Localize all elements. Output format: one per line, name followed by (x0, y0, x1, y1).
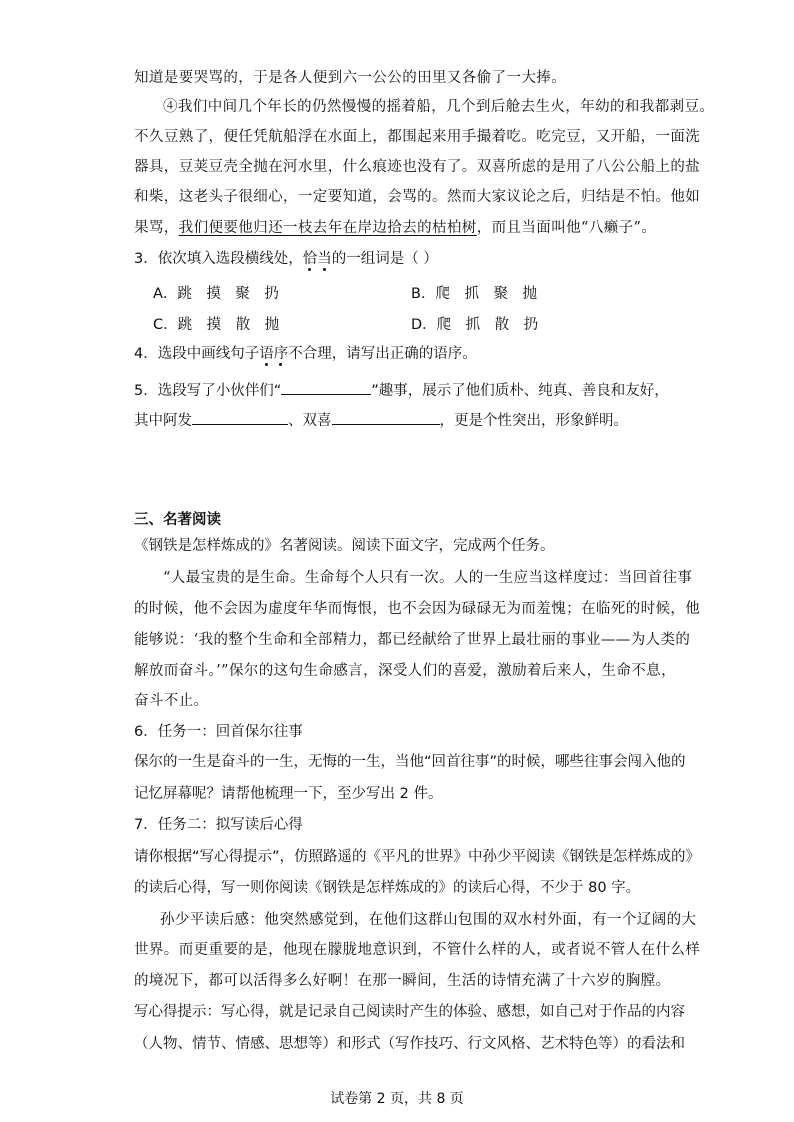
emphasis-char: 当 (317, 251, 332, 267)
question-6-text: 保尔的一生是奋斗的一生，无悔的一生，当他“回首往事”的时候，哪些往事会闯入他的 (134, 754, 686, 770)
excerpt-line: 世界。而更重要的是，他现在朦胧地意识到，不管什么样的人，或者说不管人在什么样 (134, 942, 701, 958)
option-a[interactable]: A．跳 摸 聚 扔 (153, 286, 279, 302)
passage-line: 知道是要哭骂的，于是各人便到六一公公的田里又各偷了一大捧。 (134, 70, 567, 86)
question-6-text: 记忆屏幕呢？请帮他梳理一下，至少写出 2 件。 (134, 786, 443, 802)
emphasis-char: 序 (273, 346, 289, 362)
passage-line: 器具，豆荚豆壳全抛在河水里，什么痕迹也没有了。双喜所虑的是用了八公公船上的盐 (134, 159, 701, 175)
option-d[interactable]: D．爬 抓 散 扔 (411, 317, 539, 333)
excerpt-line: 的境况下，都可以活得多么好啊！在那一瞬间，生活的诗情充满了十六岁的胸膛。 (134, 973, 671, 989)
answer-blank[interactable] (192, 410, 288, 425)
text: 5．选段写了小伙伴们“ (134, 383, 282, 399)
section-intro: 《钢铁是怎样炼成的》名著阅读。阅读下面文字，完成两个任务。 (134, 538, 555, 554)
text: 果骂， (134, 220, 179, 236)
question-6-title: 6．任务一：回首保尔往事 (134, 724, 303, 740)
quote-line: “人最宝贵的是生命。生命每个人只有一次。人的一生应当这样度过：当回首往事 (163, 570, 693, 586)
underlined-sentence: 我们便要他归还一枝去年在岸边拾去的枯柏树 (178, 220, 477, 236)
text: 、双喜 (288, 413, 332, 429)
text: 不合理，请写出正确的语序。 (288, 346, 477, 362)
passage-line: 不久豆熟了，便任凭航船浮在水面上，都围起来用手撮着吃。吃完豆，又开船，一面洗 (134, 129, 701, 145)
question-7-title: 7．任务二：拟写读后心得 (134, 817, 303, 833)
passage-line: 和柴，这老头子很细心，一定要知道，会骂的。然而大家议论之后，归结是不怕。他如 (134, 189, 701, 205)
passage-paragraph-4: ④我们中间几个年长的仍然慢慢的摇着船，几个到后舱去生火，年幼的和我都剥豆。 (163, 99, 715, 115)
text: 4．选段中画线句子 (134, 346, 260, 362)
emphasis-char: 语 (259, 346, 274, 362)
text: 的一组词是（ ） (331, 251, 438, 267)
excerpt-line: 孙少平读后感：他突然感觉到，在他们这群山包围的双水村外面，有一个辽阔的大 (160, 912, 697, 928)
text: ”趣事，展示了他们质朴、纯真、善良和友好， (371, 383, 669, 399)
quote-line: 奋斗不止。 (134, 693, 209, 709)
emphasis-char: 恰 (302, 251, 318, 267)
text: 其中阿发 (134, 413, 192, 429)
section-heading: 三、名著阅读 (134, 512, 221, 528)
tip-line: 写心得提示：写心得，就是记录自己阅读时产生的体验、感想，如自己对于作品的内容 (134, 1004, 685, 1020)
quote-line: 解放而奋斗。’”保尔的这句生命感言，深受人们的喜爱，激励着后来人，生命不息， (134, 663, 676, 679)
answer-blank[interactable] (332, 410, 440, 425)
question-5-stem (134, 380, 669, 401)
option-b[interactable]: B．爬 抓 聚 抛 (411, 286, 537, 302)
page-footer: 试卷第 2 页，共 8 页 (330, 1091, 464, 1107)
question-3-stem (134, 249, 438, 269)
passage-line-underlined (134, 218, 656, 238)
question-5-line-2 (134, 410, 628, 431)
tip-line: （人物、情节、情感、思想等）和形式（写作技巧、行文风格、艺术特色等）的看法和 (134, 1036, 685, 1052)
option-c[interactable]: C．跳 摸 散 抛 (153, 317, 280, 333)
text: ，更是个性突出，形象鲜明。 (439, 413, 628, 429)
text: 3．依次填入选段横线处， (134, 251, 303, 267)
answer-blank[interactable] (281, 380, 371, 395)
question-7-text: 的读后心得，写一则你阅读《钢铁是怎样炼成的》的读后心得，不少于 80 字。 (134, 880, 641, 896)
text: ，而且当面叫他“八癞子”。 (476, 220, 657, 236)
question-4-stem (134, 344, 477, 364)
question-7-text: 请你根据“写心得提示”，仿照路遥的《平凡的世界》中孙少平阅读《钢铁是怎样炼成的》 (134, 849, 701, 865)
quote-line: 能够说：‘我的整个生命和全部精力，都已经献给了世界上最壮丽的事业——为人类的 (134, 632, 691, 648)
quote-line: 的时候，他不会因为虚度年华而悔恨，也不会因为碌碌无为而羞愧；在临死的时候，他 (134, 601, 701, 617)
